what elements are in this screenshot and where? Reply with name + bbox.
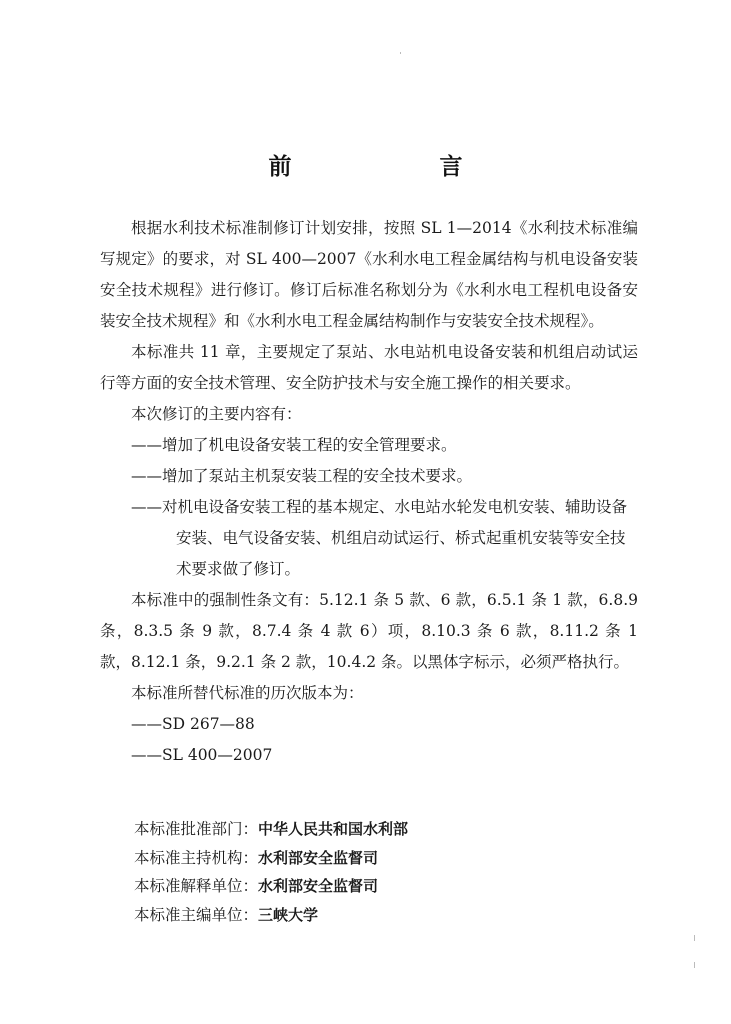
paragraph-mandatory-clauses: 本标准中的强制性条文有：5.12.1 条 5 款、6 款，6.5.1 条 1 款，6.8.9 条，8.3.5 条 9 款，8.7.4 条 4 款 6）项，8.10.3 条 6 款，8.11.2 条 1 款，8.12.1 条，9.2.1 条 2 款，10.4.2 条。以黑体字标示，必须严格执行。 bbox=[100, 591, 638, 671]
approval-block bbox=[134, 815, 634, 929]
approval-value: 中华人民共和国水利部 bbox=[258, 820, 409, 838]
page-title: 前 言 bbox=[268, 154, 497, 180]
revision-item: ——增加了泵站主机泵安装工程的安全技术要求。 bbox=[131, 467, 473, 485]
scan-speck bbox=[694, 962, 695, 968]
paragraph-scope: 本标准共 11 章，主要规定了泵站、水电站机电设备安装和机组启动试运行等方面的安全技术管理、安全防护技术与安全施工操作的相关要求。 bbox=[100, 343, 638, 392]
replaced-version: ——SD 267—88 bbox=[131, 715, 255, 733]
preface-body bbox=[100, 213, 638, 771]
approval-label: 本标准主编单位： bbox=[134, 905, 259, 924]
revision-item: ——增加了机电设备安装工程的安全管理要求。 bbox=[131, 436, 457, 454]
replaced-version: ——SL 400—2007 bbox=[131, 746, 273, 764]
revision-item: ——对机电设备安装工程的基本规定、水电站水轮发电机安装、辅助设备安装、电气设备安装、机组启动试运行、桥式起重机安装等安全技术要求做了修订。 bbox=[131, 498, 628, 578]
scan-speck bbox=[694, 935, 695, 941]
approval-row-editor bbox=[134, 901, 634, 930]
approval-value: 水利部安全监督司 bbox=[258, 877, 379, 895]
approval-label: 本标准批准部门： bbox=[134, 820, 259, 838]
approval-value: 水利部安全监督司 bbox=[258, 848, 379, 867]
paragraph-replaced-intro: 本标准所替代标准的历次版本为： bbox=[131, 684, 364, 702]
approval-label: 本标准解释单位： bbox=[134, 877, 259, 895]
approval-row-department bbox=[134, 815, 634, 844]
approval-label: 本标准主持机构： bbox=[134, 848, 259, 867]
approval-value: 三峡大学 bbox=[258, 905, 319, 924]
paragraph-background: 根据水利技术标准制修订计划安排，按照 SL 1—2014《水利技术标准编写规定》的要求，对 SL 400—2007《水利水电工程金属结构与机电设备安装安全技术规程》进行修订。修订后标准名称划分为《水利水电工程机电设备安装安全技术规程》和《水利水电工程金属结构制作与安装安全技术规程》。 bbox=[100, 219, 638, 330]
scan-speck bbox=[400, 52, 401, 54]
approval-row-host bbox=[134, 844, 634, 873]
approval-row-interpreter bbox=[134, 872, 634, 901]
paragraph-revision-intro: 本次修订的主要内容有： bbox=[131, 405, 302, 423]
